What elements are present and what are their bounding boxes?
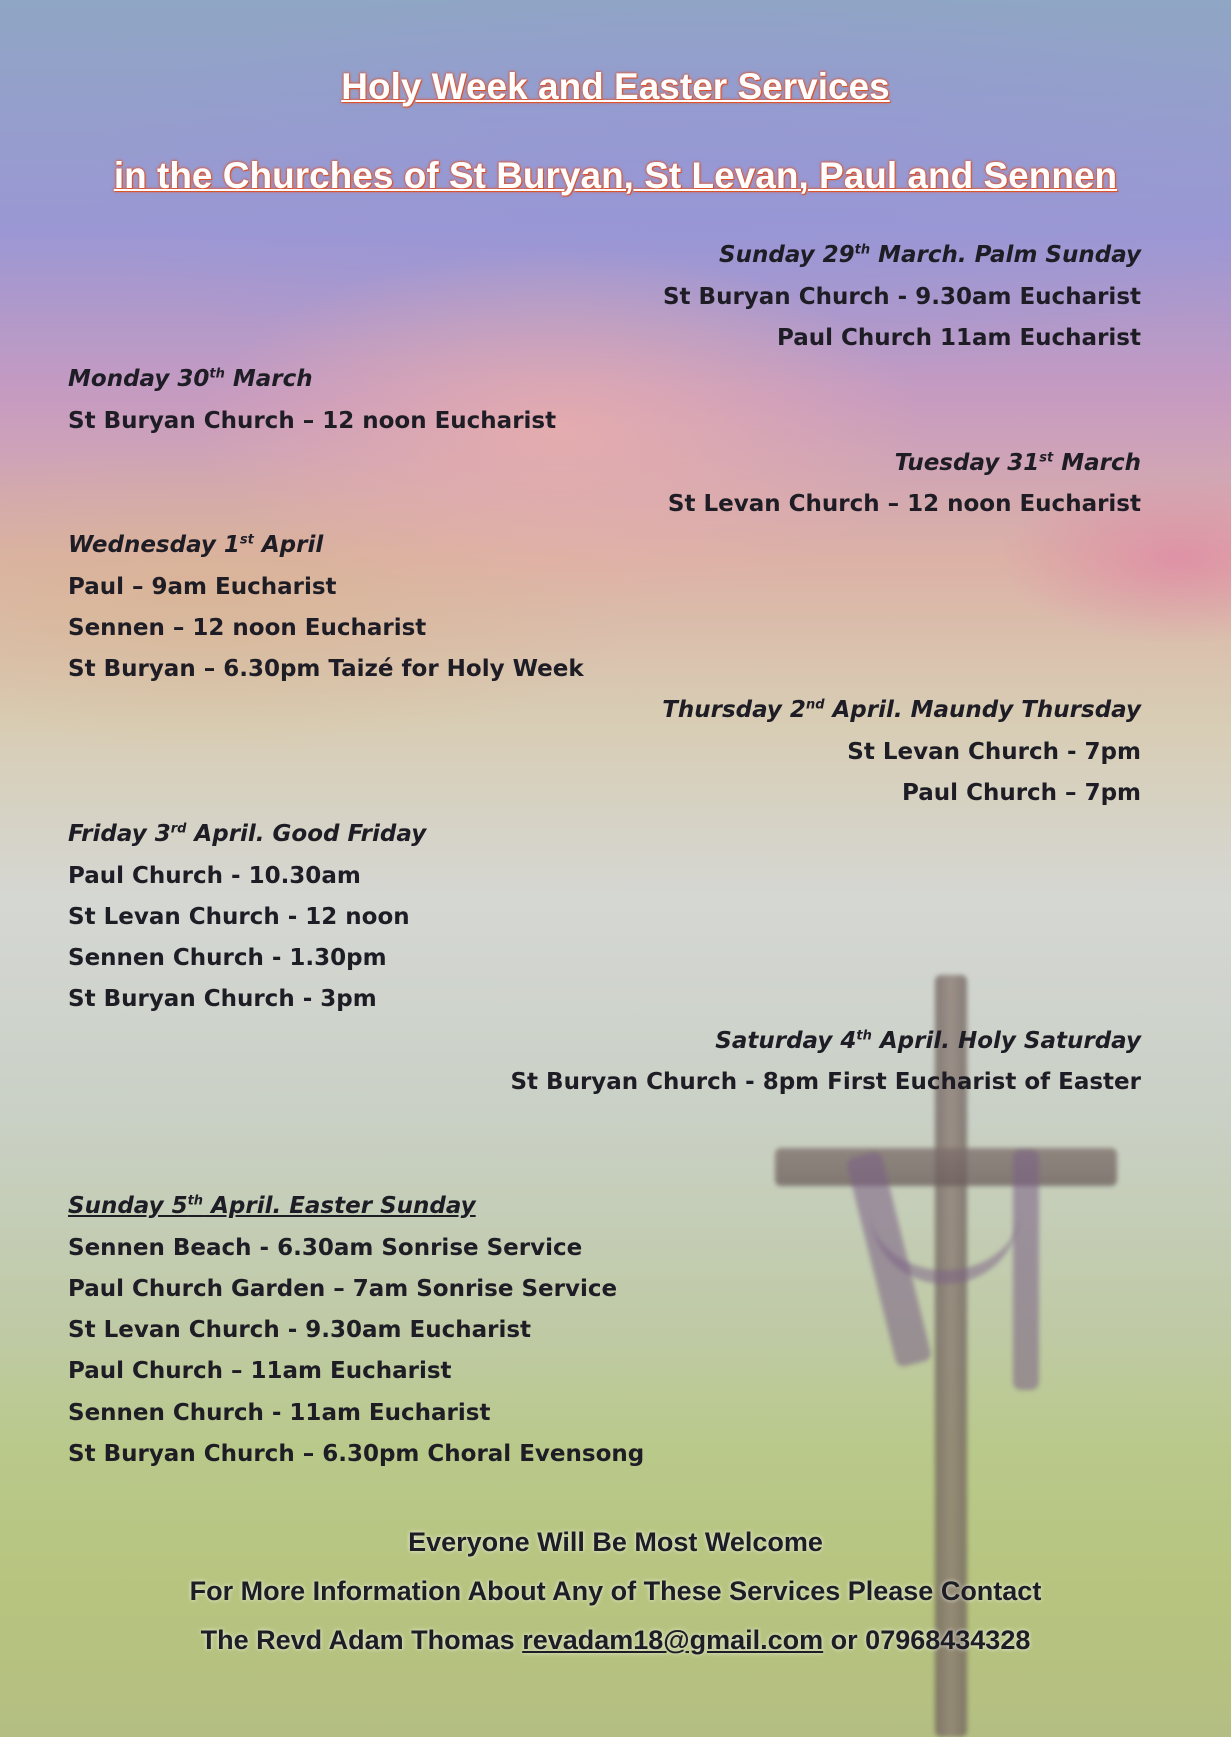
service-line: St Buryan – 6.30pm Taizé for Holy Week (68, 656, 584, 682)
service-line: Sennen Beach - 6.30am Sonrise Service (68, 1235, 583, 1261)
contact-phone: or 07968434328 (823, 1625, 1031, 1655)
service-line: St Levan Church - 12 noon (68, 904, 410, 930)
cross-beam (775, 1148, 1117, 1186)
service-line: St Buryan Church - 9.30am Eucharist (662, 284, 1141, 310)
service-line: Paul Church – 11am Eucharist (68, 1358, 452, 1384)
service-line: St Levan Church - 9.30am Eucharist (68, 1317, 532, 1343)
service-line: St Buryan Church - 3pm (68, 986, 377, 1012)
service-line: Paul Church Garden – 7am Sonrise Service (68, 1276, 618, 1302)
welcome-text: Everyone Will Be Most Welcome (408, 1527, 823, 1557)
saturday-heading: Saturday 4th April. Holy Saturday (715, 1028, 1141, 1054)
service-line: Sennen Church - 11am Eucharist (68, 1400, 491, 1426)
palm-sunday-heading: Sunday 29th March. Palm Sunday (719, 242, 1141, 268)
easter-sunday-heading: Sunday 5th April. Easter Sunday (68, 1193, 476, 1219)
monday-heading: Monday 30th March (68, 366, 313, 392)
friday-heading: Friday 3rd April. Good Friday (68, 821, 427, 847)
service-line: St Levan Church - 7pm (847, 739, 1141, 765)
service-line: Paul Church – 7pm (902, 780, 1141, 806)
contact-name: The Revd Adam Thomas (200, 1625, 523, 1655)
service-line: St Buryan Church – 12 noon Eucharist (68, 408, 557, 434)
tuesday-heading: Tuesday 31st March (894, 450, 1141, 476)
email-link[interactable]: revadam18@gmail.com (522, 1625, 824, 1655)
service-line: Sennen Church - 1.30pm (68, 945, 387, 971)
thursday-heading: Thursday 2nd April. Maundy Thursday (662, 697, 1141, 723)
service-line: St Buryan Church – 6.30pm Choral Evensong (68, 1441, 645, 1467)
page-subtitle: in the Churches of St Buryan, St Levan, Paul and Sennen (113, 155, 1118, 196)
contact-line (0, 1623, 1231, 1657)
service-line: St Levan Church – 12 noon Eucharist (667, 491, 1141, 517)
service-line: Paul Church 11am Eucharist (776, 325, 1141, 351)
service-line: St Buryan Church - 8pm First Eucharist of Easter (510, 1069, 1141, 1095)
service-line: Sennen – 12 noon Eucharist (68, 615, 427, 641)
wednesday-heading: Wednesday 1st April (68, 532, 324, 558)
page-title: Holy Week and Easter Services (341, 66, 890, 107)
info-text: For More Information About Any of These Services Please Contact (189, 1576, 1042, 1606)
service-line: Paul Church - 10.30am (68, 863, 361, 889)
drape-cloth-right (1013, 1150, 1039, 1390)
service-line: Paul – 9am Eucharist (68, 574, 337, 600)
